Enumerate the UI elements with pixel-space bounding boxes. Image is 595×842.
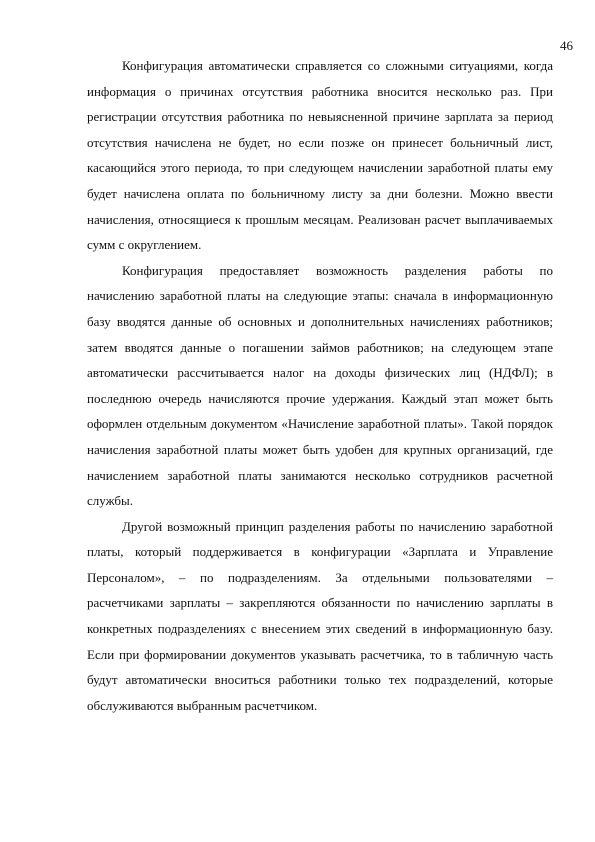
paragraph-payroll-stages: Конфигурация предоставляет возможность разделения работы по начислению заработной платы на следующие этапы: сначала в информационную базу вводятся данные об основных и дополнительных начислениях работников; затем вводятся данные о погашении займов работников; на следующем этапе автоматически рассчитывается налог на доходы физических лиц (НДФЛ); в последнюю очередь начисляются прочие удержания. Каждый этап может быть оформлен отдельным документом «Начисление заработной платы». Такой порядок начисления заработной платы может быть удобен для крупных организаций, где начислением заработной платы занимаются несколько сотрудников расчетной службы. bbox=[87, 262, 553, 509]
document-body bbox=[87, 53, 553, 718]
page-number: 46 bbox=[560, 38, 573, 53]
paragraph-absence-handling: Конфигурация автоматически справляется со сложными ситуациями, когда информация о причинах отсутствия работника вносится несколько раз. При регистрации отсутствия работника по невыясненной причине зарплата за период отсутствия начислена не будет, но если позже он принесет больничный лист, касающийся этого периода, то при следующем начислении заработной платы ему будет начислена оплата по больничному листу за дни болезни. Можно ввести начисления, относящиеся к прошлым месяцам. Реализован расчет выплачиваемых сумм с округлением. bbox=[87, 58, 553, 253]
paragraph-division-split: Другой возможный принцип разделения работы по начислению заработной платы, который поддерживается в конфигурации «Зарплата и Управление Персоналом», – по подразделениям. За отдельными пользователями – расчетчиками зарплаты – закрепляются обязанности по начислению зарплаты в конкретных подразделениях с внесением этих сведений в информационную базу. Если при формировании документов указывать расчетчика, то в табличную часть будут автоматически вноситься работники только тех подразделений, которые обслуживаются выбранным расчетчиком. bbox=[87, 518, 553, 713]
